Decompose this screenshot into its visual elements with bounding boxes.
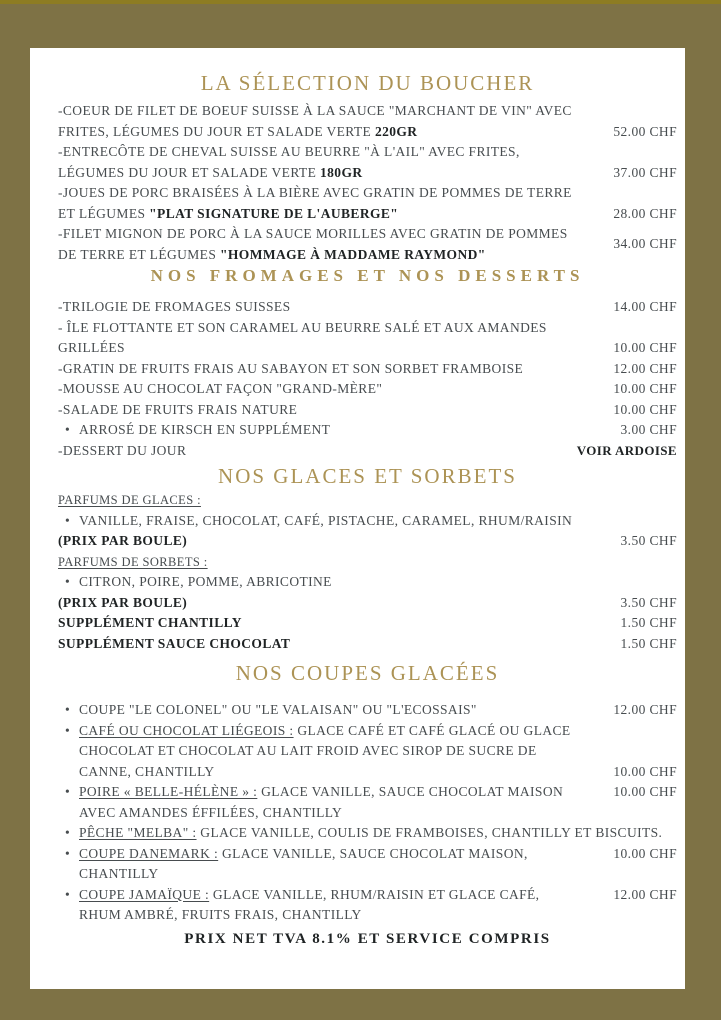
item-text-run: CAFÉ OU CHOCOLAT LIÉGEOIS : — [79, 722, 294, 738]
section-title: LA SÉLECTION DU BOUCHER — [200, 71, 535, 95]
bullet-icon: • — [65, 512, 71, 528]
item-price: 52.00 CHF — [613, 123, 677, 139]
item-text-run: -ENTRECÔTE DE CHEVAL SUISSE AU BEURRE "À L'AIL" AVEC FRITES, LÉGUMES DU JOUR ET SALADE VERTE — [58, 144, 520, 180]
item-text-run: -GRATIN DE FRUITS FRAIS AU SABAYON ET SON SORBET FRAMBOISE — [58, 360, 524, 376]
item-price: 10.00 CHF — [613, 340, 677, 355]
item-price: 10.00 CHF — [613, 381, 677, 396]
item-text — [58, 593, 591, 614]
bullet-icon: • — [65, 702, 71, 717]
item-price: 1.50 CHF — [620, 635, 677, 651]
item-price: 12.00 CHF — [613, 886, 677, 902]
item-text-run: 220GR — [374, 123, 418, 139]
item-text-run: -MOUSSE AU CHOCOLAT FAÇON "GRAND-MÈRE" — [58, 381, 383, 396]
item-text — [58, 490, 677, 511]
menu-item — [58, 441, 677, 462]
item-text-run: SUPPLÉMENT CHANTILLY — [58, 615, 242, 630]
item-text-run: "PLAT SIGNATURE DE L'AUBERGE" — [149, 205, 399, 221]
item-text-run: -JOUES DE PORC BRAISÉES À LA BIÈRE AVEC GRATIN DE POMMES DE TERRE ET LÉGUMES — [58, 185, 572, 221]
menu-item — [58, 511, 677, 532]
menu-item — [58, 379, 677, 400]
item-text-run: "HOMMAGE À MADDAME RAYMOND" — [220, 246, 486, 262]
item-text — [58, 552, 677, 573]
menu-section — [58, 464, 677, 654]
menu-item — [58, 318, 677, 359]
item-text — [58, 224, 591, 265]
item-text-run: -FILET MIGNON DE PORC À LA SAUCE MORILLES AVEC GRATIN DE POMMES DE TERRE ET LÉGUMES — [58, 226, 568, 262]
menu-item — [58, 101, 677, 142]
item-text-run: PARFUMS DE SORBETS : — [58, 554, 208, 569]
section-title: NOS COUPES GLACÉES — [235, 661, 500, 685]
item-price: 37.00 CHF — [613, 164, 677, 180]
menu-item — [58, 700, 677, 721]
item-text-run: POIRE « BELLE-HÉLÈNE » : — [79, 784, 258, 799]
item-text — [58, 823, 677, 844]
item-price: 12.00 CHF — [613, 360, 677, 376]
item-text — [58, 572, 677, 593]
item-text — [58, 441, 577, 462]
menu-item — [58, 572, 677, 593]
menu-section — [58, 71, 677, 265]
menu-page — [30, 48, 685, 989]
item-text — [58, 700, 591, 721]
item-text-run: - ÎLE FLOTTANTE ET SON CARAMEL AU BEURRE SALÉ ET AUX AMANDES GRILLÉES — [58, 319, 547, 355]
item-text-run: -TRILOGIE DE FROMAGES SUISSES — [58, 299, 291, 314]
menu-item — [58, 400, 677, 421]
menu-item — [58, 552, 677, 573]
menu-footer: PRIX NET TVA 8.1% ET SERVICE COMPRIS — [184, 930, 551, 947]
menu-item — [58, 885, 677, 926]
menu-item — [58, 721, 677, 783]
item-price: VOIR ARDOISE — [576, 442, 677, 458]
menu-item — [58, 823, 677, 844]
item-text — [58, 885, 591, 926]
menu-item — [58, 142, 677, 183]
item-text-run: COUPE "LE COLONEL" OU "LE VALAISAN" OU "L'ECOSSAIS" — [79, 702, 477, 717]
item-text — [58, 183, 591, 224]
item-text-run: PARFUMS DE GLACES : — [58, 493, 201, 507]
menu-item — [58, 782, 677, 823]
bullet-icon: • — [65, 825, 71, 840]
item-text — [58, 721, 591, 783]
item-price: 10.00 CHF — [613, 845, 677, 861]
menu-item — [58, 844, 677, 885]
item-text-run: ARROSÉ DE KIRSCH EN SUPPLÉMENT — [79, 422, 331, 437]
item-text — [58, 634, 591, 655]
menu-item — [58, 297, 677, 318]
item-text — [58, 844, 591, 885]
item-text — [58, 318, 591, 359]
item-text-run: GLACE VANILLE, SAUCE CHOCOLAT MAISON, CHANTILLY — [79, 845, 528, 881]
menu-item — [58, 490, 677, 511]
menu-item — [58, 593, 677, 614]
item-text-run: (PRIX PAR BOULE) — [58, 594, 188, 610]
item-text — [58, 511, 677, 532]
menu-item — [58, 531, 677, 552]
item-text — [58, 400, 591, 421]
item-text-run: CITRON, POIRE, POMME, ABRICOTINE — [79, 574, 332, 589]
bullet-icon: • — [65, 886, 71, 902]
frame-top-line — [0, 0, 721, 4]
item-text — [58, 297, 591, 318]
menu-sections — [58, 71, 677, 926]
bullet-icon: • — [65, 574, 71, 589]
item-text-run: GLACE VANILLE, COULIS DE FRAMBOISES, CHANTILLY ET BISCUITS. — [196, 825, 663, 840]
item-price: 10.00 CHF — [613, 784, 677, 799]
item-price: 28.00 CHF — [613, 205, 677, 221]
item-price: 10.00 CHF — [613, 763, 677, 779]
item-text — [58, 420, 591, 441]
menu-section — [58, 661, 677, 926]
item-price: 3.00 CHF — [620, 422, 677, 437]
item-price: 10.00 CHF — [613, 401, 677, 417]
item-price: 3.50 CHF — [620, 533, 677, 548]
item-text — [58, 142, 591, 183]
item-text-run: VANILLE, FRAISE, CHOCOLAT, CAFÉ, PISTACHE, CARAMEL, RHUM/RAISIN — [79, 512, 573, 528]
bullet-icon: • — [65, 784, 71, 799]
item-price: 34.00 CHF — [613, 236, 677, 252]
item-text — [58, 782, 591, 823]
item-text — [58, 379, 591, 400]
menu-item — [58, 613, 677, 634]
item-text-run: PÊCHE "MELBA" : — [79, 825, 197, 840]
item-price: 1.50 CHF — [620, 615, 677, 630]
item-text — [58, 101, 591, 142]
menu-item — [58, 634, 677, 655]
item-text-run: COUPE DANEMARK : — [79, 845, 219, 861]
menu-section — [58, 266, 677, 461]
bullet-icon: • — [65, 722, 71, 738]
item-text-run: GLACE VANILLE, RHUM/RAISIN ET GLACE CAFÉ, RHUM AMBRÉ, FRUITS FRAIS, CHANTILLY — [79, 886, 540, 922]
item-text-run: -COEUR DE FILET DE BOEUF SUISSE À LA SAUCE "MARCHANT DE VIN" AVEC FRITES, LÉGUMES DU JOUR ET SALADE VERTE — [58, 103, 572, 139]
item-text — [58, 359, 591, 380]
bullet-icon: • — [65, 845, 71, 861]
menu-item — [58, 420, 677, 441]
item-text-run: COUPE JAMAÏQUE : — [79, 886, 210, 902]
item-text — [58, 613, 591, 634]
item-text-run: (PRIX PAR BOULE) — [58, 533, 188, 548]
item-price: 12.00 CHF — [613, 702, 677, 717]
bullet-icon: • — [65, 422, 71, 437]
item-price: 3.50 CHF — [620, 594, 677, 610]
menu-item — [58, 359, 677, 380]
item-price: 14.00 CHF — [613, 299, 677, 314]
item-text-run: -SALADE DE FRUITS FRAIS NATURE — [58, 401, 298, 417]
menu-item — [58, 224, 677, 265]
section-title: NOS GLACES ET SORBETS — [218, 464, 517, 488]
item-text-run: -DESSERT DU JOUR — [58, 442, 187, 458]
item-text — [58, 531, 591, 552]
item-text-run: GLACE CAFÉ ET CAFÉ GLACÉ OU GLACE CHOCOLAT ET CHOCOLAT AU LAIT FROID AVEC SIROP DE SUCRE DE CANNE, CHANTILLY — [79, 722, 571, 779]
menu-item — [58, 183, 677, 224]
item-text-run: SUPPLÉMENT SAUCE CHOCOLAT — [58, 635, 291, 651]
section-title: NOS FROMAGES ET NOS DESSERTS — [150, 266, 585, 285]
item-text-run: 180GR — [320, 164, 363, 180]
item-text-run: GLACE VANILLE, SAUCE CHOCOLAT MAISON AVEC AMANDES ÉFFILÉES, CHANTILLY — [79, 784, 564, 820]
